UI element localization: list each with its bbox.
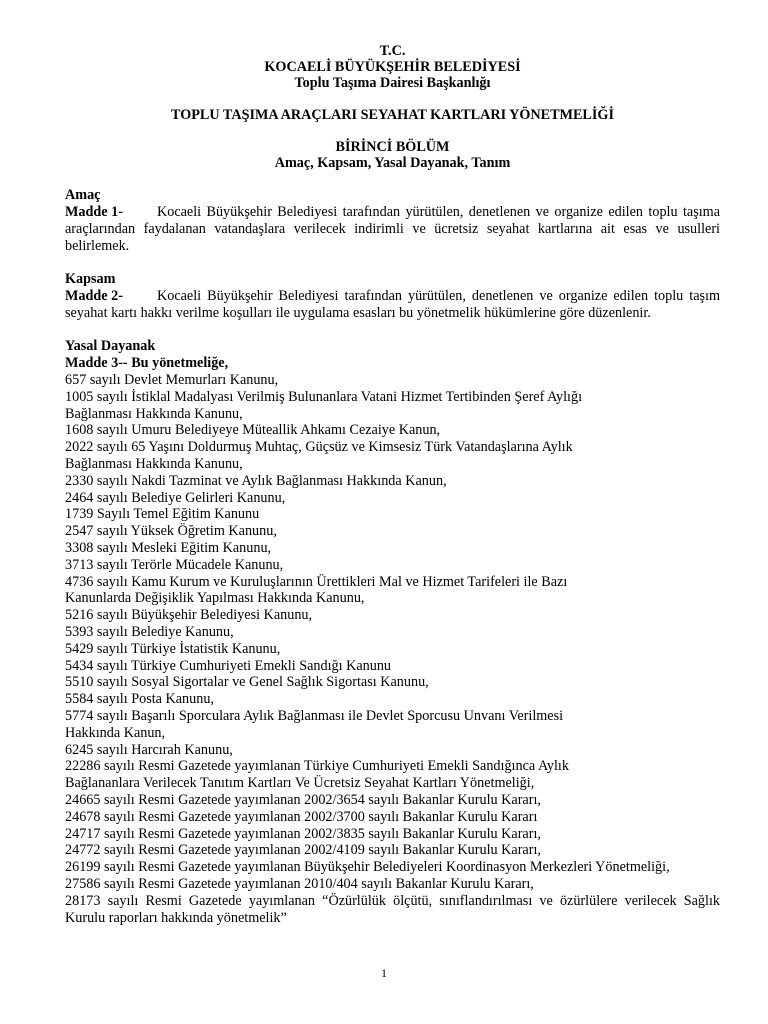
law-list-item: 3713 sayılı Terörle Mücadele Kanunu,	[65, 556, 284, 573]
madde-1-paragraph	[65, 204, 720, 255]
law-list-item: 2464 sayılı Belediye Gelirleri Kanunu,	[65, 489, 286, 506]
law-list-item: Bağlanması Hakkında Kanunu,	[65, 405, 243, 422]
law-list-item: 2330 sayılı Nakdi Tazminat ve Aylık Bağlanması Hakkında Kanun,	[65, 472, 447, 489]
law-list-item: 5584 sayılı Posta Kanunu,	[65, 691, 214, 708]
law-list-item: 6245 sayılı Harcırah Kanunu,	[65, 741, 233, 758]
yasal-dayanak-heading: Yasal Dayanak	[65, 338, 156, 354]
law-list-item: 657 sayılı Devlet Memurları Kanunu,	[65, 372, 279, 388]
madde-1-text: Kocaeli Büyükşehir Belediyesi tarafından yürütülen, denetlenen ve organize edilen toplu taşıma araçlarından faydalanan vatandaşlara verilecek indirimli ve ücretsiz seyahat kartlarına ait esas ve usulleri belirlemek.	[65, 204, 720, 254]
madde-2-text: Kocaeli Büyükşehir Belediyesi tarafından yürütülen, denetlenen ve organize edilen toplu taşım seyahat kartı hakkı verilme koşulları ile uygulama esasları bu yönetmelik hükümlerine göre düzenlenir.	[65, 288, 720, 321]
law-list-item: Bağlanması Hakkında Kanunu,	[65, 455, 243, 472]
madde-2-label: Madde 2-	[65, 288, 123, 304]
madde-3-intro: Madde 3-- Bu yönetmeliğe,	[65, 355, 229, 371]
law-list-item: 4736 sayılı Kamu Kurum ve Kuruluşlarının Ürettikleri Mal ve Hizmet Tarifeleri ile Bazı	[65, 573, 568, 590]
law-list-item: 5510 sayılı Sosyal Sigortalar ve Genel Sağlık Sigortası Kanunu,	[65, 674, 429, 691]
law-list-item: 5216 sayılı Büyükşehir Belediyesi Kanunu,	[65, 607, 313, 624]
law-list-item: 5774 sayılı Başarılı Sporculara Aylık Bağlanması ile Devlet Sporcusu Unvanı Verilmesi	[65, 707, 564, 724]
law-list-item: 1739 Sayılı Temel Eğitim Kanunu	[65, 506, 260, 523]
law-list-item: 5429 sayılı Türkiye İstatistik Kanunu,	[65, 640, 281, 657]
law-list-item: 2547 sayılı Yüksek Öğretim Kanunu,	[65, 523, 277, 540]
law-list-item: 3308 sayılı Mesleki Eğitim Kanunu,	[65, 539, 272, 556]
department-heading: Toplu Taşıma Dairesi Başkanlığı	[294, 75, 491, 91]
madde-2-paragraph	[65, 288, 720, 322]
law-koordinasyon: 26199 sayılı Resmi Gazetede yayımlanan Büyükşehir Belediyeleri Koordinasyon Merkezleri Yönetmeliği,	[65, 859, 670, 876]
law-list-item: 1608 sayılı Umuru Belediyeye Müteallik Ahkamı Cezaiye Kanun,	[65, 422, 441, 439]
law-list-item: 5393 sayılı Belediye Kanunu,	[65, 623, 234, 640]
law-27586: 27586 sayılı Resmi Gazetede yayımlanan 2010/404 sayılı Bakanlar Kurulu Kararı,	[65, 875, 534, 892]
law-list-item: 2022 sayılı 65 Yaşını Doldurmuş Muhtaç, Güçsüz ve Kimsesiz Türk Vatandaşlarına Aylık	[65, 439, 573, 456]
law-list-item: 24678 sayılı Resmi Gazetede yayımlanan 2002/3700 sayılı Bakanlar Kurulu Kararı	[65, 808, 538, 825]
law-list-item: 5434 sayılı Türkiye Cumhuriyeti Emekli Sandığı Kanunu	[65, 657, 392, 674]
madde-1-label: Madde 1-	[65, 204, 123, 220]
law-list-item: 1005 sayılı İstiklal Madalyası Verilmiş Bulunanlara Vatani Hizmet Tertibinden Şeref Aylığı	[65, 388, 583, 405]
section-title: BİRİNCİ BÖLÜM	[335, 139, 450, 155]
law-list-item: Hakkında Kanun,	[65, 724, 166, 741]
amac-heading: Amaç	[65, 187, 101, 203]
document-page	[65, 43, 720, 926]
page-number: 1	[381, 966, 387, 980]
tc-heading: T.C.	[379, 43, 406, 59]
law-list-item: 22286 sayılı Resmi Gazetede yayımlanan Türkiye Cumhuriyeti Emekli Sandığınca Aylık	[65, 758, 569, 775]
law-list-item: Bağlananlara Verilecek Tanıtım Kartları Ve Ücretsiz Seyahat Kartları Yönetmeliği,	[65, 775, 535, 792]
document-title: TOPLU TAŞIMA ARAÇLARI SEYAHAT KARTLARI YÖNETMELİĞİ	[171, 107, 614, 123]
municipality-heading: KOCAELİ BÜYÜKŞEHİR BELEDİYESİ	[264, 59, 521, 75]
law-list-item: 24665 sayılı Resmi Gazetede yayımlanan 2002/3654 sayılı Bakanlar Kurulu Kararı,	[65, 791, 541, 808]
law-list	[65, 372, 720, 859]
law-list-item: Kanunlarda Değişiklik Yapılması Hakkında Kanunu,	[65, 590, 365, 607]
kapsam-heading: Kapsam	[65, 271, 116, 287]
law-28173: 28173 sayılı Resmi Gazetede yayımlanan “Özürlülük ölçütü, sınıflandırılması ve özürlülere verilecek Sağlık Kurulu raporları hakkında yönetmelik”	[65, 892, 720, 926]
law-list-item: 24717 sayılı Resmi Gazetede yayımlanan 2002/3835 sayılı Bakanlar Kurulu Kararı,	[65, 825, 541, 842]
law-list-item: 24772 sayılı Resmi Gazetede yayımlanan 2002/4109 sayılı Bakanlar Kurulu Kararı,	[65, 842, 541, 859]
section-subtitle: Amaç, Kapsam, Yasal Dayanak, Tanım	[274, 155, 511, 171]
